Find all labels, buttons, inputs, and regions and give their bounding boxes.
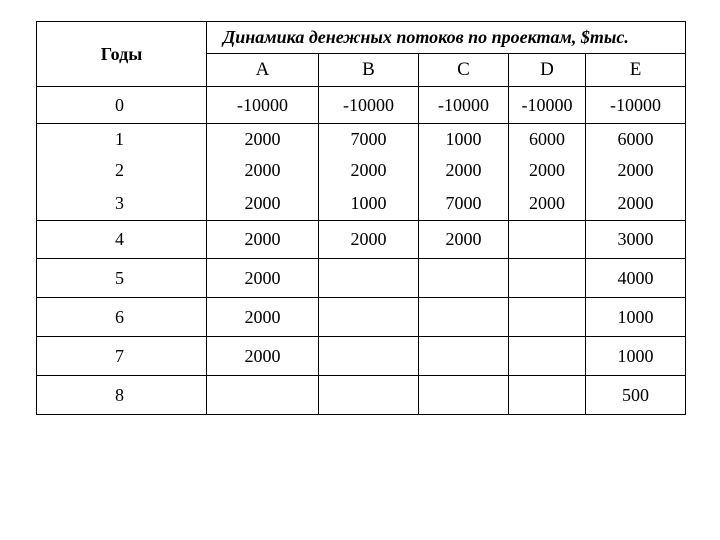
- year-cell: 5: [37, 259, 207, 298]
- project-header-c: C: [419, 54, 509, 87]
- years-header: Годы: [37, 22, 207, 87]
- project-header-d: D: [509, 54, 586, 87]
- value-cell: 2000: [509, 155, 586, 187]
- value-cell: [207, 376, 319, 415]
- value-cell: 1000: [319, 187, 419, 221]
- table-row: [37, 87, 686, 124]
- value-cell: 7000: [419, 187, 509, 221]
- value-cell: 4000: [586, 259, 686, 298]
- table-row: [37, 187, 686, 221]
- value-cell: 2000: [207, 155, 319, 187]
- value-cell: 1000: [586, 298, 686, 337]
- value-cell: 6000: [586, 124, 686, 155]
- value-cell: [319, 259, 419, 298]
- value-cell: 2000: [419, 221, 509, 259]
- value-cell: 2000: [419, 155, 509, 187]
- value-cell: 7000: [319, 124, 419, 155]
- value-cell: 3000: [586, 221, 686, 259]
- value-cell: 2000: [319, 221, 419, 259]
- value-cell: 2000: [207, 259, 319, 298]
- value-cell: 1000: [586, 337, 686, 376]
- year-cell: 7: [37, 337, 207, 376]
- value-cell: [509, 337, 586, 376]
- value-cell: 2000: [207, 187, 319, 221]
- value-cell: [319, 376, 419, 415]
- value-cell: 6000: [509, 124, 586, 155]
- value-cell: 2000: [586, 155, 686, 187]
- value-cell: [509, 221, 586, 259]
- value-cell: [319, 337, 419, 376]
- table-row: [37, 376, 686, 415]
- year-cell: 4: [37, 221, 207, 259]
- value-cell: 1000: [419, 124, 509, 155]
- year-cell: 6: [37, 298, 207, 337]
- table-row: [37, 221, 686, 259]
- year-cell: 8: [37, 376, 207, 415]
- value-cell: [509, 298, 586, 337]
- value-cell: [419, 337, 509, 376]
- year-cell: 0: [37, 87, 207, 124]
- value-cell: 2000: [586, 187, 686, 221]
- table-row: [37, 155, 686, 187]
- project-header-e: E: [586, 54, 686, 87]
- table-row: [37, 259, 686, 298]
- value-cell: -10000: [207, 87, 319, 124]
- value-cell: [419, 376, 509, 415]
- value-cell: [319, 298, 419, 337]
- table-row: [37, 337, 686, 376]
- value-cell: [509, 376, 586, 415]
- value-cell: -10000: [319, 87, 419, 124]
- value-cell: 2000: [509, 187, 586, 221]
- project-header-a: A: [207, 54, 319, 87]
- year-cell: 1: [37, 124, 207, 155]
- value-cell: 2000: [207, 337, 319, 376]
- value-cell: [509, 259, 586, 298]
- table-row: [37, 124, 686, 155]
- value-cell: -10000: [586, 87, 686, 124]
- value-cell: [419, 259, 509, 298]
- value-cell: [419, 298, 509, 337]
- table-title: Динамика денежных потоков по проектам, $тыс.: [207, 22, 686, 54]
- value-cell: 2000: [319, 155, 419, 187]
- cash-flow-table: [36, 21, 686, 415]
- value-cell: -10000: [419, 87, 509, 124]
- value-cell: 2000: [207, 221, 319, 259]
- value-cell: 2000: [207, 298, 319, 337]
- project-header-b: B: [319, 54, 419, 87]
- year-cell: 2: [37, 155, 207, 187]
- value-cell: 500: [586, 376, 686, 415]
- value-cell: -10000: [509, 87, 586, 124]
- value-cell: 2000: [207, 124, 319, 155]
- year-cell: 3: [37, 187, 207, 221]
- table-row: [37, 298, 686, 337]
